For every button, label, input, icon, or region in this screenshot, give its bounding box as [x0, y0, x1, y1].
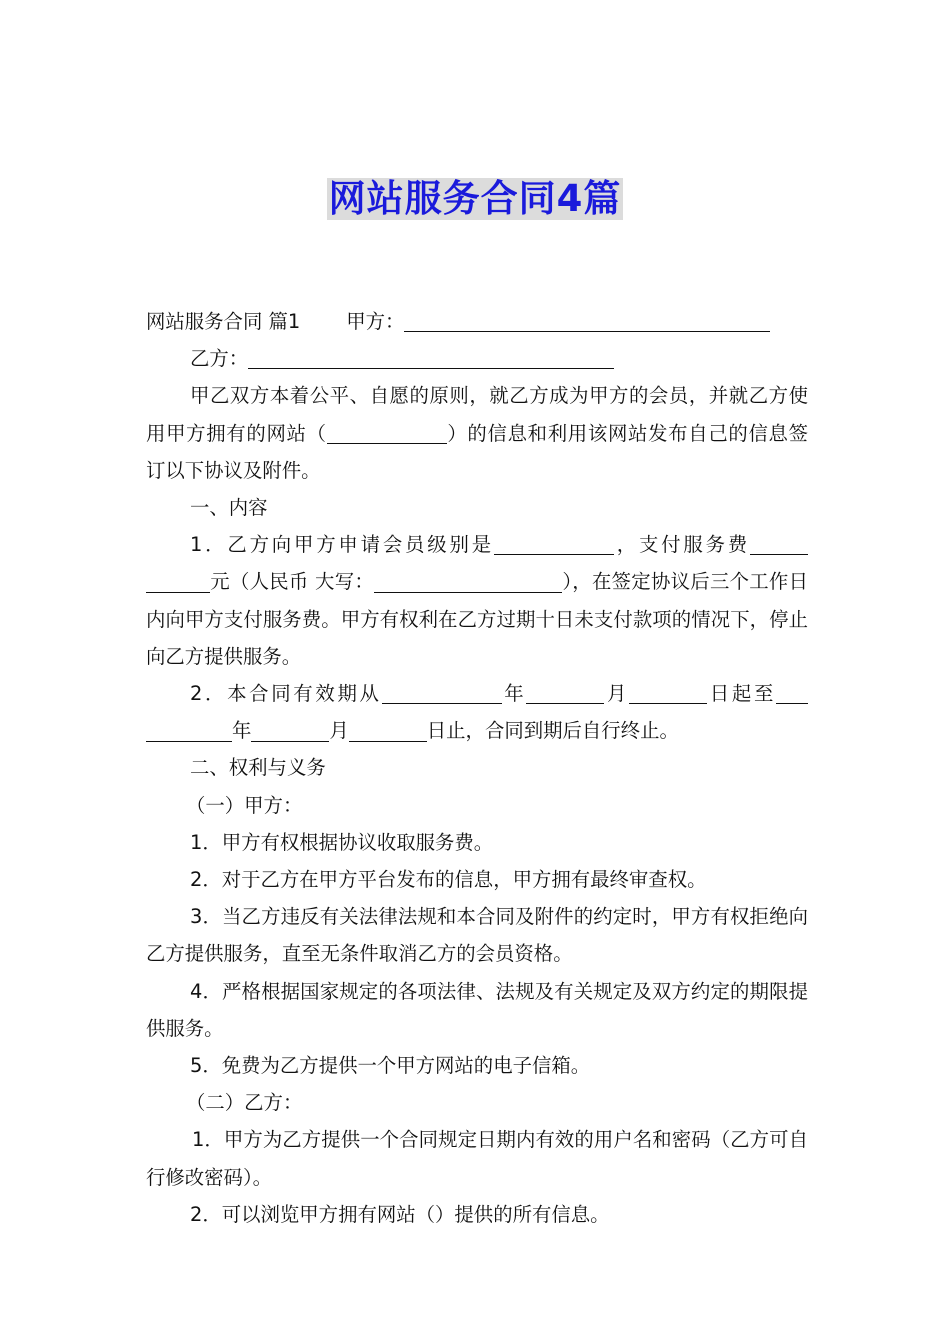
fee-blank-b [146, 571, 210, 592]
end-year-blank-b [146, 720, 232, 741]
website-blank [327, 423, 447, 444]
preamble-paragraph [146, 377, 808, 489]
day-from-label: 日起至 [707, 682, 777, 706]
item1-text-1: 1．乙方向甲方申请会员级别是 [190, 533, 494, 557]
party-b-item: 2．可以浏览甲方拥有网站（）提供的所有信息。 [190, 1202, 610, 1226]
intro-line [146, 303, 808, 340]
end-year-blank-a [776, 683, 808, 704]
member-level-blank [494, 534, 614, 555]
contract-heading: 网站服务合同 篇1 [146, 310, 301, 333]
party-a-item: 2．对于乙方在甲方平台发布的信息，甲方拥有最终审查权。 [190, 868, 707, 892]
party-b-line [146, 340, 808, 377]
party-b-blank [248, 348, 614, 369]
year-label-2: 年 [232, 719, 252, 743]
day-to-label: 日止，合同到期后自行终止。 [426, 719, 679, 743]
start-year-blank [382, 683, 502, 704]
party-a-rights-heading: （一）甲方： [186, 793, 303, 817]
month-label-2: 月 [329, 719, 349, 743]
document-title: 网站服务合同4篇 [328, 177, 622, 220]
start-day-blank [629, 683, 707, 704]
party-a-label: 甲方： [346, 310, 405, 333]
document-title-wrap [0, 178, 950, 220]
section1-heading: 一、内容 [190, 496, 268, 520]
party-a-blank [404, 311, 770, 332]
item1-text-2: ，支付服务费 [613, 533, 750, 557]
item1-text-4: ），在签定协议后三个工作日内向甲方支付服务费。甲方有权利在乙方过期十日未支付款项的情况下，停止向乙方提供服务。 [146, 570, 808, 668]
preamble-text-2: ）的信息和利用该网站发布自己的信息签订以下协议及附件。 [146, 421, 809, 482]
contract-body [146, 303, 808, 1233]
section1-item1 [146, 526, 808, 675]
end-day-blank [349, 720, 427, 741]
party-b-rights-heading: （二）乙方： [186, 1091, 303, 1115]
section2-heading: 二、权利与义务 [190, 756, 326, 780]
fee-blank-a [750, 534, 808, 555]
party-a-item: 1．甲方有权根据协议收取服务费。 [190, 830, 494, 854]
preamble-text-1: 甲乙双方本着公平、自愿的原则，就乙方成为甲方的会员，并就乙方使用甲方拥有的网站（ [146, 384, 808, 445]
item1-text-3: 元（人民币 大写： [210, 570, 375, 594]
party-a-item: 4．严格根据国家规定的各项法律、法规及有关规定及双方约定的期限提供服务。 [146, 979, 808, 1040]
section1-item2 [146, 675, 808, 749]
end-month-blank [251, 720, 329, 741]
month-label-1: 月 [604, 682, 630, 706]
fee-uppercase-blank [374, 571, 562, 592]
year-label-1: 年 [501, 682, 527, 706]
party-a-item: 5．免费为乙方提供一个甲方网站的电子信箱。 [190, 1054, 591, 1078]
party-a-item: 3．当乙方违反有关法律法规和本合同及附件的约定时，甲方有权拒绝向乙方提供服务，直至无条件取消乙方的会员资格。 [146, 905, 808, 966]
party-b-label: 乙方： [190, 347, 249, 371]
item2-text-1: 2．本合同有效期从 [190, 682, 382, 706]
start-month-blank [526, 683, 604, 704]
party-b-item: 1．甲方为乙方提供一个合同规定日期内有效的用户名和密码（乙方可自行修改密码）。 [146, 1128, 808, 1189]
